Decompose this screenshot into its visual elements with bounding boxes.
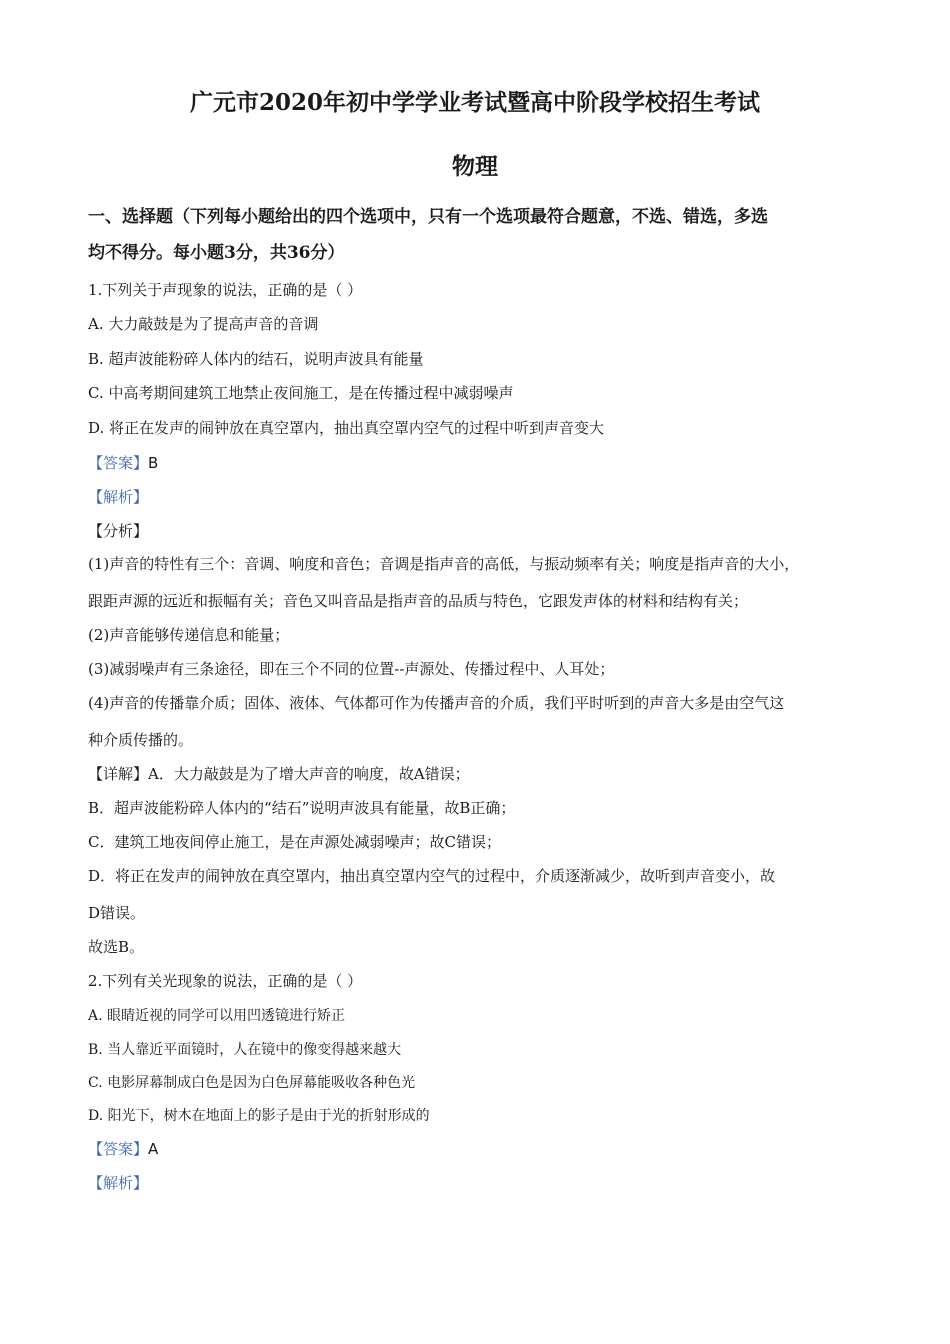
q1-fenxi-line: (4)声音的传播靠介质；固体、液体、气体都可作为传播声音的介质，我们平时听到的声音大多是由空气这 — [88, 694, 785, 712]
q1-option-d: D. 将正在发声的闹钟放在真空罩内，抽出真空罩内空气的过程中听到声音变大 — [88, 419, 605, 437]
q2-option-a: A. 眼睛近视的同学可以用凹透镜进行矫正 — [88, 1008, 346, 1024]
q2-answer-value: A — [148, 1140, 159, 1158]
q1-detail-line: D错误。 — [88, 904, 146, 922]
q1-stem: 1.下列关于声现象的说法，正确的是（ ） — [88, 281, 363, 299]
q1-detail-line: B．超声波能粉碎人体内的“结石”说明声波具有能量，故B正确； — [88, 799, 516, 817]
section-heading-line1: 一、选择题（下列每小题给出的四个选项中，只有一个选项最符合题意，不选、错选，多选 — [88, 207, 768, 227]
q1-answer-value: B — [148, 454, 159, 472]
q1-detail-line: 故选B。 — [88, 938, 145, 956]
q1-fenxi-label: 【分析】 — [88, 522, 149, 540]
q1-fenxi-line: (1)声音的特性有三个：音调、响度和音色；音调是指声音的高低，与振动频率有关；响度是指声音的大小， — [88, 555, 800, 573]
q2-option-b: B. 当人靠近平面镜时，人在镜中的像变得越来越大 — [88, 1042, 402, 1058]
subject-title: 物理 — [452, 153, 498, 180]
q1-detail-line: D．将正在发声的闹钟放在真空罩内，抽出真空罩内空气的过程中，介质逐渐减少，故听到声音变小，故 — [88, 867, 776, 885]
q1-answer — [88, 453, 158, 473]
q2-answer — [88, 1139, 158, 1159]
exam-title: 广元市2020年初中学学业考试暨高中阶段学校招生考试 — [189, 89, 760, 116]
q1-analysis-label: 【解析】 — [88, 488, 149, 506]
q2-option-d: D. 阳光下，树木在地面上的影子是由于光的折射形成的 — [88, 1108, 430, 1124]
q1-fenxi-line: (3)减弱噪声有三条途径，即在三个不同的位置--声源处、传播过程中、人耳处； — [88, 660, 615, 678]
q1-option-a: A. 大力敲鼓是为了提高声音的音调 — [88, 315, 319, 333]
q2-stem: 2.下列有关光现象的说法，正确的是（ ） — [88, 972, 363, 990]
q2-option-c: C. 电影屏幕制成白色是因为白色屏幕能吸收各种色光 — [88, 1075, 416, 1091]
q1-fenxi-line: 跟距声源的远近和振幅有关；音色又叫音品是指声音的品质与特色，它跟发声体的材料和结构有关； — [88, 592, 749, 610]
section-heading-line2: 均不得分。每小题3分，共36分） — [88, 243, 345, 263]
q1-detail-line: 【详解】A．大力敲鼓是为了增大声音的响度，故A错误； — [88, 765, 470, 783]
q1-answer-label: 【答案】 — [88, 454, 149, 472]
q2-analysis-label: 【解析】 — [88, 1174, 149, 1192]
q1-fenxi-line: (2)声音能够传递信息和能量； — [88, 626, 290, 644]
q1-option-c: C. 中高考期间建筑工地禁止夜间施工，是在传播过程中减弱噪声 — [88, 384, 514, 402]
q1-fenxi-line: 种介质传播的。 — [88, 731, 194, 749]
q1-option-b: B. 超声波能粉碎人体内的结石，说明声波具有能量 — [88, 350, 424, 368]
q1-detail-line: C．建筑工地夜间停止施工，是在声源处减弱噪声；故C错误； — [88, 833, 501, 851]
q2-answer-label: 【答案】 — [88, 1140, 149, 1158]
